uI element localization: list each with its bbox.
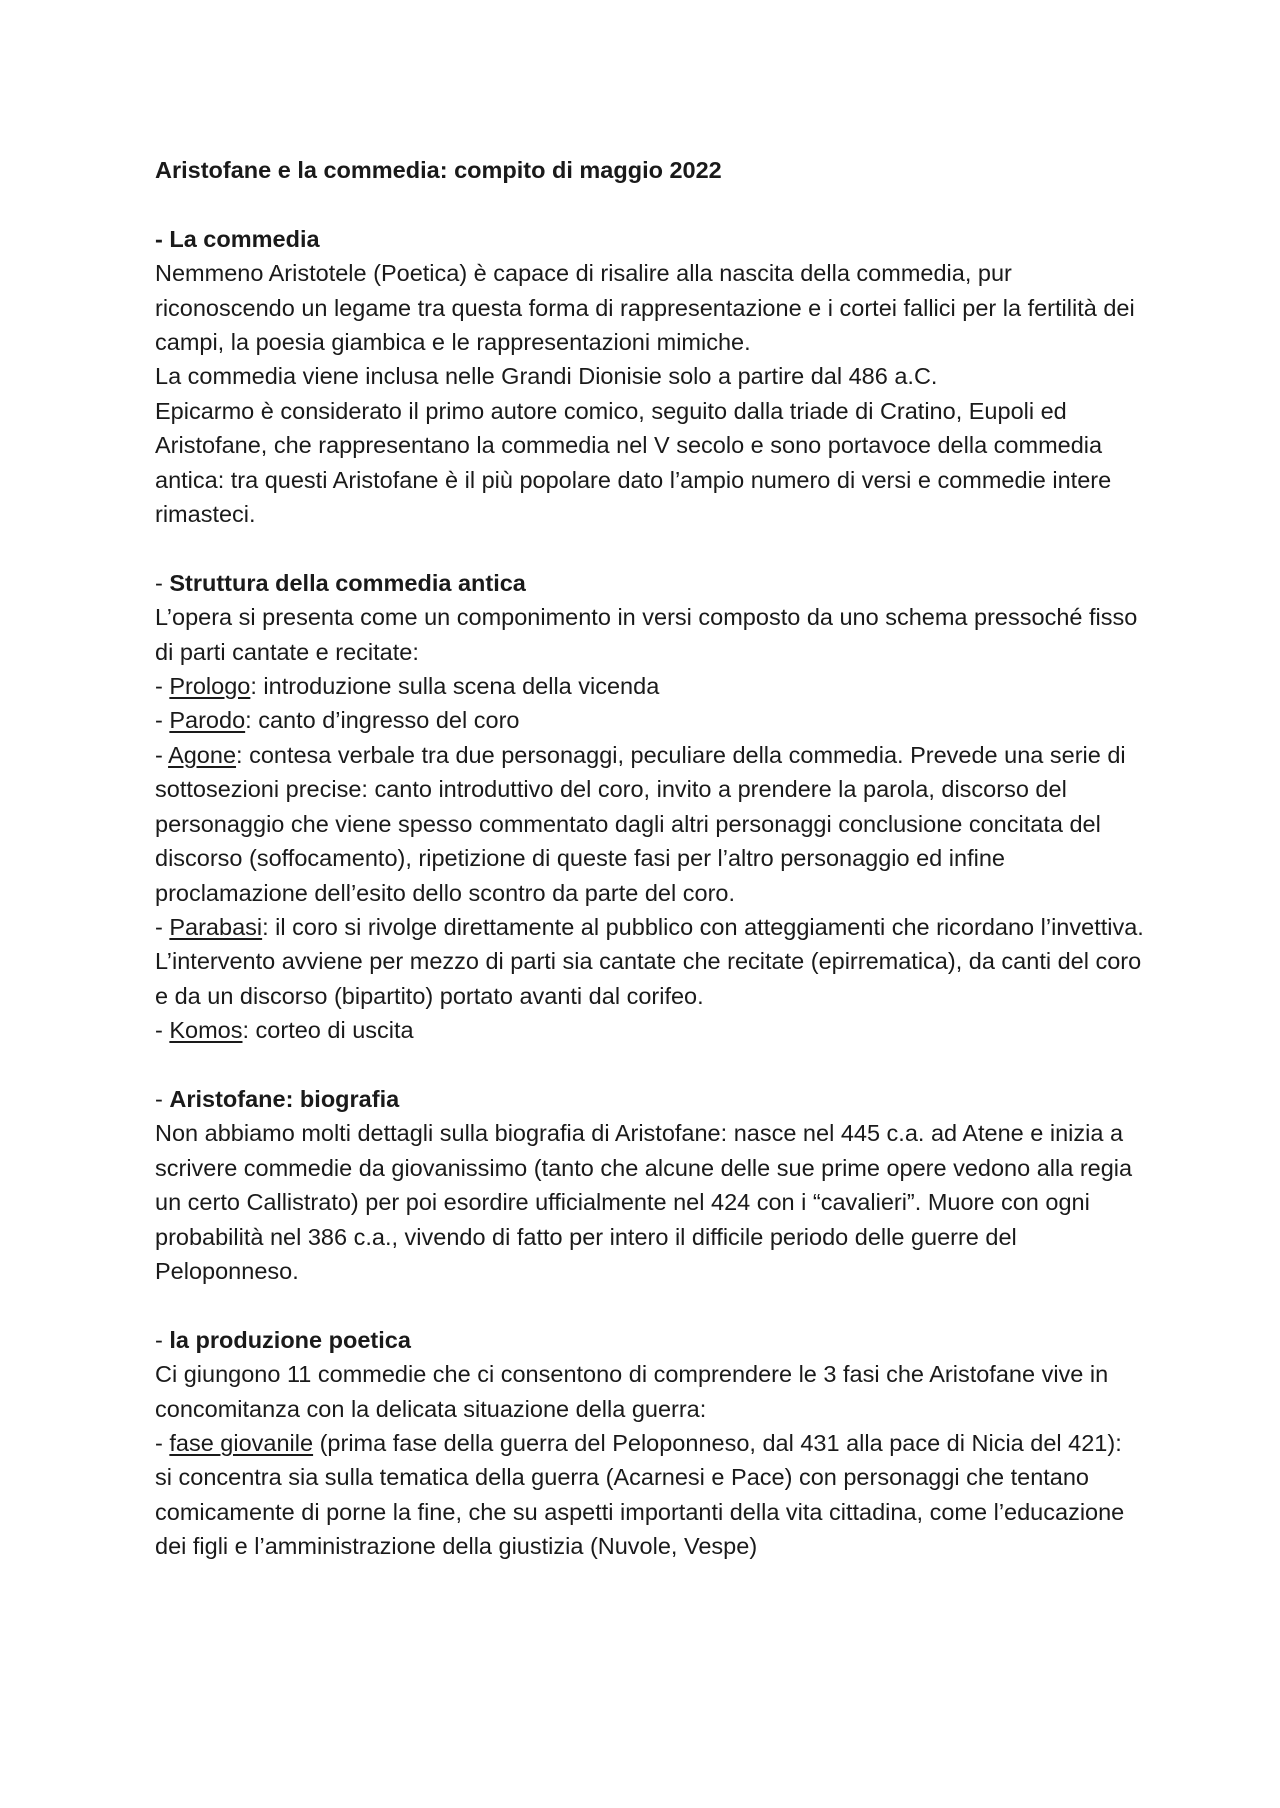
list-item <box>155 1013 1145 1047</box>
section-heading: - La commedia <box>155 225 320 252</box>
term: Komos <box>169 1017 243 1044</box>
list-marker: - <box>155 913 170 940</box>
term: Parabasi <box>169 913 263 940</box>
item-text: : contesa verbale tra due personaggi, peculiare della commedia. Prevede una serie di sottosezioni precise: canto introduttivo del coro, invito a prendere la parola, discorso del personaggio che viene spesso commentato dagli altri personaggi conclusione concitata del discorso (soffocamento), ripetizione di queste fasi per l’altro personaggio ed infine proclamazione dell’esito dello scontro da parte del coro. <box>155 741 1126 906</box>
section-produzione <box>155 1323 1145 1564</box>
paragraph: Non abbiamo molti dettagli sulla biografia di Aristofane: nasce nel 445 c.a. ad Atene e inizia a scrivere commedie da giovanissimo (tanto che alcune delle sue prime opere vedono alla regia un certo Callistrato) per poi esordire ufficialmente nel 424 con i “cavalieri”. Muore con ogni probabilità nel 386 c.a., vivendo di fatto per intero il difficile periodo delle guerre del Peloponneso. <box>155 1120 1133 1284</box>
list-item <box>155 1426 1145 1564</box>
list-marker: - <box>155 673 170 700</box>
item-text: : canto d’ingresso del coro <box>245 707 520 734</box>
paragraph: Nemmeno Aristotele (Poetica) è capace di risalire alla nascita della commedia, pur riconoscendo un legame tra questa forma di rappresentazione e i cortei fallici per la fertilità dei campi, la poesia giambica e le rappresentazioni mimiche. <box>155 260 1135 356</box>
section-heading <box>155 1082 1145 1116</box>
section-struttura <box>155 566 1145 1048</box>
term: fase giovanile <box>169 1429 314 1456</box>
heading-text: Aristofane: biografia <box>169 1085 400 1112</box>
item-text: : introduzione sulla scena della vicenda <box>250 673 660 700</box>
heading-text: Struttura della commedia antica <box>169 569 526 596</box>
term: Agone <box>168 741 237 768</box>
section-heading <box>155 566 1145 600</box>
paragraph: Epicarmo è considerato il primo autore comico, seguito dalla triade di Cratino, Eupoli ed Aristofane, che rappresentano la commedia nel V secolo e sono portavoce della commedia antica: tra questi Aristofane è il più popolare dato l’ampio numero di versi e commedie intere rimasteci. <box>155 397 1112 528</box>
section-biografia <box>155 1082 1145 1288</box>
paragraph: L’opera si presenta come un componimento in versi composto da uno schema pressoché fisso di parti cantate e recitate: <box>155 604 1138 665</box>
heading-prefix: - <box>155 569 170 596</box>
list-item <box>155 910 1145 1013</box>
term: Prologo <box>169 673 251 700</box>
paragraph: La commedia viene inclusa nelle Grandi Dionisie solo a partire dal 486 a.C. <box>155 363 938 390</box>
item-text: : il coro si rivolge direttamente al pubblico con atteggiamenti che ricordano l’invettiva. L’intervento avviene per mezzo di parti sia cantate che recitate (epirrematica), da canti del coro e da un discorso (bipartito) portato avanti dal corifeo. <box>155 913 1144 1009</box>
list-marker: - <box>155 1017 170 1044</box>
list-marker: - <box>155 741 169 768</box>
list-item <box>155 738 1145 910</box>
list-marker: - <box>155 1429 170 1456</box>
term: Parodo <box>169 707 246 734</box>
document-page <box>155 153 1145 1564</box>
heading-prefix: - <box>155 1326 170 1353</box>
document-title: Aristofane e la commedia: compito di maggio 2022 <box>155 157 722 183</box>
heading-text: la produzione poetica <box>169 1326 411 1353</box>
section-commedia <box>155 222 1145 532</box>
section-heading <box>155 1323 1145 1357</box>
item-text: (prima fase della guerra del Peloponneso, dal 431 alla pace di Nicia del 421): si concentra sia sulla tematica della guerra (Acarnesi e Pace) con personaggi che tentano comicamente di porne la fine, che su aspetti importanti della vita cittadina, come l’educazione dei figli e l’amministrazione della giustizia (Nuvole, Vespe) <box>155 1429 1125 1560</box>
list-marker: - <box>155 707 170 734</box>
heading-prefix: - <box>155 1085 170 1112</box>
paragraph: Ci giungono 11 commedie che ci consentono di comprendere le 3 fasi che Aristofane vive in concomitanza con la delicata situazione della guerra: <box>155 1361 1109 1422</box>
list-item <box>155 669 1145 703</box>
list-item <box>155 703 1145 737</box>
item-text: : corteo di uscita <box>242 1017 414 1044</box>
